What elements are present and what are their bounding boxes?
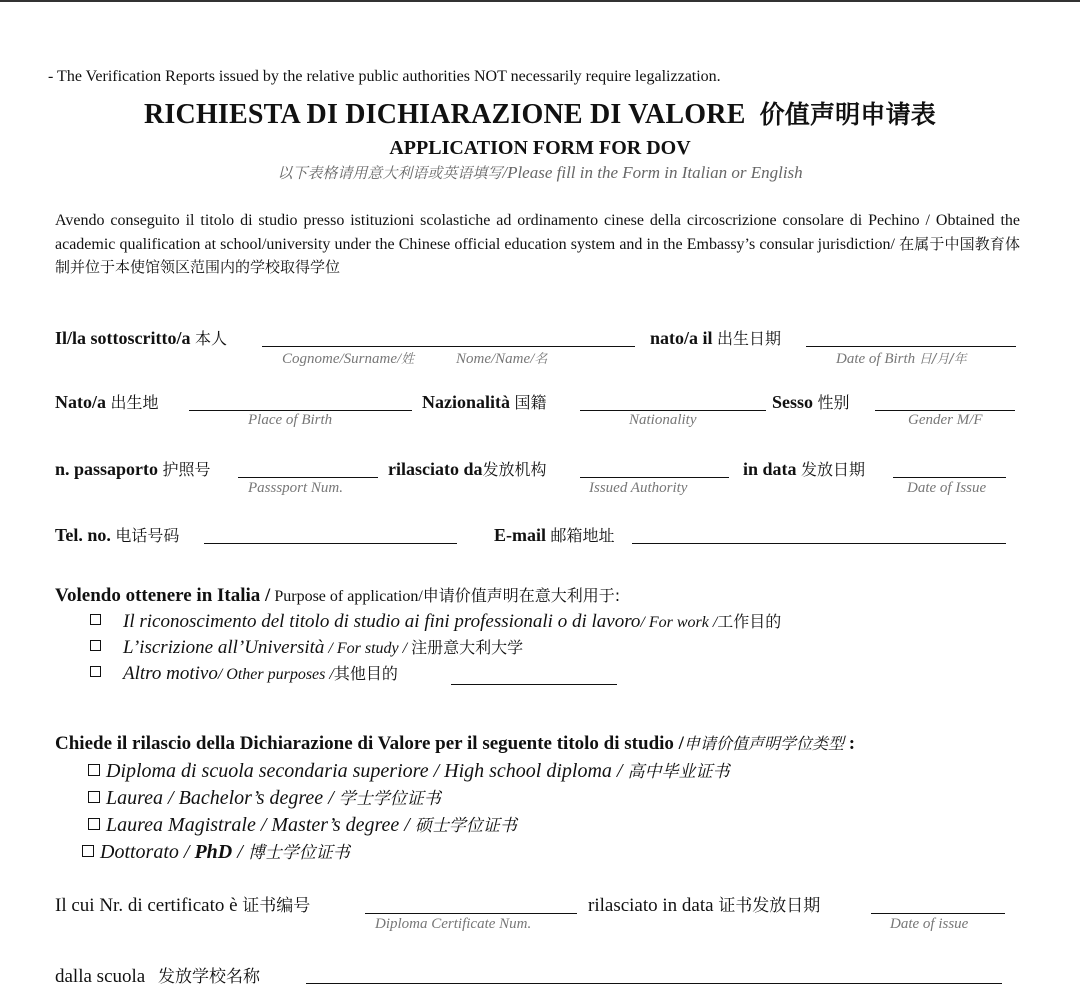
certificate-date-label-text: rilasciato in data bbox=[588, 895, 714, 916]
legalization-note: - The Verification Reports issued by the relative public authorities NOT necessarily require legalizzation. bbox=[48, 68, 721, 85]
issue-date-label-text: in data bbox=[743, 459, 797, 479]
undersigned-label bbox=[55, 326, 227, 349]
degree-option-phd[interactable] bbox=[82, 838, 350, 864]
degree-option-master[interactable] bbox=[88, 811, 517, 837]
instruction-english: /Please fill in the Form in Italian or English bbox=[502, 163, 803, 182]
degree-phd-sep: / bbox=[232, 841, 248, 863]
passport-label bbox=[55, 457, 211, 480]
checkbox-icon[interactable] bbox=[90, 640, 101, 651]
birth-place-label-zh: 出生地 bbox=[110, 393, 159, 412]
birth-place-label bbox=[55, 390, 159, 413]
birth-date-label-text: nato/a il bbox=[650, 328, 713, 348]
issue-date-hint: Date of Issue bbox=[907, 480, 987, 496]
name-hint-zh: 名 bbox=[534, 352, 548, 367]
school-label-text: dalla scuola bbox=[55, 966, 146, 987]
purpose-option-other[interactable] bbox=[90, 661, 398, 685]
certificate-date-label bbox=[588, 891, 820, 917]
purpose-heading-zh: 申请价值声明在意大利用于: bbox=[422, 586, 621, 605]
gender-label-text: Sesso bbox=[772, 392, 814, 412]
top-border bbox=[0, 0, 1080, 2]
birth-place-label-text: Nato/a bbox=[55, 392, 106, 412]
tel-label-text: Tel. no. bbox=[55, 525, 111, 545]
purpose-work-it: Il riconoscimento del titolo di studio ai fini professionali o di lavoro bbox=[123, 611, 641, 632]
name-input-line[interactable] bbox=[262, 346, 635, 347]
nationality-hint: Nationality bbox=[629, 412, 697, 428]
instruction-chinese: 以下表格请用意大利语或英语填写 bbox=[277, 164, 503, 182]
birth-date-input-line[interactable] bbox=[806, 346, 1016, 347]
purpose-other-zh: 其他目的 bbox=[333, 664, 398, 683]
degree-bachelor-it: Laurea / Bachelor’s degree / bbox=[106, 787, 339, 809]
title-chinese: 价值声明申请表 bbox=[759, 100, 936, 129]
degree-heading-text: Chiede il rilascio della Dichiarazione di Valore per il seguente titolo di studio / bbox=[55, 733, 684, 754]
name-hint bbox=[456, 348, 547, 368]
degree-bachelor-zh: 学士学位证书 bbox=[338, 789, 441, 809]
certificate-hint: Diploma Certificate Num. bbox=[375, 916, 532, 932]
gender-input-line[interactable] bbox=[875, 410, 1015, 411]
issue-date-input-line[interactable] bbox=[893, 477, 1006, 478]
other-purpose-input-line[interactable] bbox=[451, 684, 617, 685]
form-title bbox=[0, 95, 1080, 131]
certificate-date-hint: Date of issue bbox=[890, 916, 969, 932]
degree-option-high-school[interactable] bbox=[88, 757, 729, 783]
title-italian: RICHIESTA DI DICHIARAZIONE DI VALORE bbox=[144, 99, 746, 130]
certificate-label bbox=[55, 891, 310, 917]
checkbox-icon[interactable] bbox=[82, 845, 94, 857]
degree-phd-zh: 博士学位证书 bbox=[247, 843, 350, 863]
birth-place-hint: Place of Birth bbox=[248, 412, 333, 428]
degree-master-zh: 硕士学位证书 bbox=[414, 816, 517, 836]
undersigned-label-text: Il/la sottoscritto/a bbox=[55, 328, 191, 348]
gender-label bbox=[772, 390, 850, 413]
school-label-zh: 发放学校名称 bbox=[157, 967, 260, 987]
school-input-line[interactable] bbox=[306, 983, 1002, 984]
surname-hint-zh: 姓 bbox=[401, 352, 415, 367]
birth-date-hint-zh: 日/月/年 bbox=[918, 352, 967, 367]
undersigned-label-zh: 本人 bbox=[194, 329, 227, 348]
issue-date-label bbox=[743, 457, 865, 480]
nationality-label-text: Nazionalità bbox=[422, 392, 510, 412]
birth-date-hint bbox=[836, 348, 967, 368]
intro-text: Avendo conseguito il titolo di studio presso istituzioni scolastiche ad ordinamento cinese della circoscrizione consolare di Pechino / Obtained the academic qualification at school/university under the Chinese official education system and in the Embassy’s consular jurisdiction/ bbox=[55, 212, 1020, 253]
purpose-study-en: / For study / bbox=[324, 640, 412, 657]
name-hint-text: Nome/Name/ bbox=[456, 351, 535, 367]
issued-by-label-text: rilasciato da bbox=[388, 459, 483, 479]
degree-high-school-it: Diploma di scuola secondaria superiore / High school diploma / bbox=[106, 760, 628, 782]
passport-hint: Passsport Num. bbox=[248, 480, 344, 496]
passport-input-line[interactable] bbox=[238, 477, 378, 478]
tel-label bbox=[55, 523, 179, 546]
nationality-label-zh: 国籍 bbox=[514, 393, 547, 412]
degree-option-bachelor[interactable] bbox=[88, 784, 441, 810]
purpose-study-it: L’iscrizione all’Università bbox=[123, 637, 325, 658]
checkbox-icon[interactable] bbox=[90, 666, 101, 677]
checkbox-icon[interactable] bbox=[88, 764, 100, 776]
birth-date-label bbox=[650, 326, 781, 349]
issue-date-label-zh: 发放日期 bbox=[801, 460, 866, 479]
tel-label-zh: 电话号码 bbox=[115, 526, 180, 545]
certificate-label-text: Il cui Nr. di certificato è bbox=[55, 895, 238, 916]
gender-hint: Gender M/F bbox=[908, 412, 983, 428]
purpose-heading-text: Volendo ottenere in Italia / bbox=[55, 585, 271, 606]
purpose-work-en: / For work / bbox=[640, 614, 718, 631]
certificate-input-line[interactable] bbox=[365, 913, 577, 914]
email-label-zh: 邮箱地址 bbox=[550, 526, 615, 545]
nationality-input-line[interactable] bbox=[580, 410, 766, 411]
passport-label-text: n. passaporto bbox=[55, 459, 159, 479]
purpose-study-zh: 注册意大利大学 bbox=[411, 638, 524, 657]
purpose-option-work[interactable] bbox=[90, 609, 781, 633]
passport-label-zh: 护照号 bbox=[162, 460, 211, 479]
purpose-heading-sub: Purpose of application/ bbox=[270, 588, 423, 605]
birth-date-label-zh: 出生日期 bbox=[717, 329, 782, 348]
degree-high-school-zh: 高中毕业证书 bbox=[627, 762, 730, 782]
form-subtitle: APPLICATION FORM FOR DOV bbox=[389, 137, 691, 159]
gender-label-zh: 性别 bbox=[817, 393, 850, 412]
intro-paragraph bbox=[55, 210, 1020, 280]
birth-place-input-line[interactable] bbox=[189, 410, 412, 411]
purpose-option-study[interactable] bbox=[90, 635, 523, 659]
issued-by-hint: Issued Authority bbox=[589, 480, 688, 496]
purpose-other-it: Altro motivo bbox=[123, 663, 218, 684]
nationality-label bbox=[422, 390, 547, 413]
purpose-work-zh: 工作目的 bbox=[717, 612, 782, 631]
checkbox-icon[interactable] bbox=[88, 791, 100, 803]
email-input-line[interactable] bbox=[632, 543, 1006, 544]
school-label bbox=[55, 962, 260, 988]
checkbox-icon[interactable] bbox=[88, 818, 100, 830]
birth-date-hint-text: Date of Birth bbox=[836, 351, 919, 367]
issued-by-label bbox=[388, 457, 547, 480]
email-label bbox=[494, 523, 615, 546]
issued-by-input-line[interactable] bbox=[580, 477, 729, 478]
degree-phd-abbr: PhD bbox=[194, 841, 233, 863]
purpose-other-en: / Other purposes / bbox=[217, 666, 334, 683]
fill-instruction bbox=[0, 162, 1080, 183]
surname-hint bbox=[282, 348, 414, 368]
degree-phd-it: Dottorato / bbox=[100, 841, 195, 863]
degree-heading-zh: 申请价值声明学位类型 bbox=[683, 734, 844, 753]
certificate-date-input-line[interactable] bbox=[871, 913, 1005, 914]
purpose-heading bbox=[55, 583, 620, 607]
issued-by-label-zh: 发放机构 bbox=[482, 460, 547, 479]
surname-hint-text: Cognome/Surname/ bbox=[282, 351, 402, 367]
checkbox-icon[interactable] bbox=[90, 614, 101, 625]
degree-master-it: Laurea Magistrale / Master’s degree / bbox=[106, 814, 415, 836]
degree-heading bbox=[55, 731, 855, 755]
intro-chinese: 在属于中国教育体制并位于本使馆领区范围内的学校取得学位 bbox=[55, 234, 1020, 276]
tel-input-line[interactable] bbox=[204, 543, 457, 544]
certificate-date-label-zh: 证书发放日期 bbox=[718, 896, 821, 916]
certificate-label-zh: 证书编号 bbox=[242, 896, 311, 916]
email-label-text: E-mail bbox=[494, 525, 546, 545]
degree-heading-end: : bbox=[843, 733, 856, 754]
